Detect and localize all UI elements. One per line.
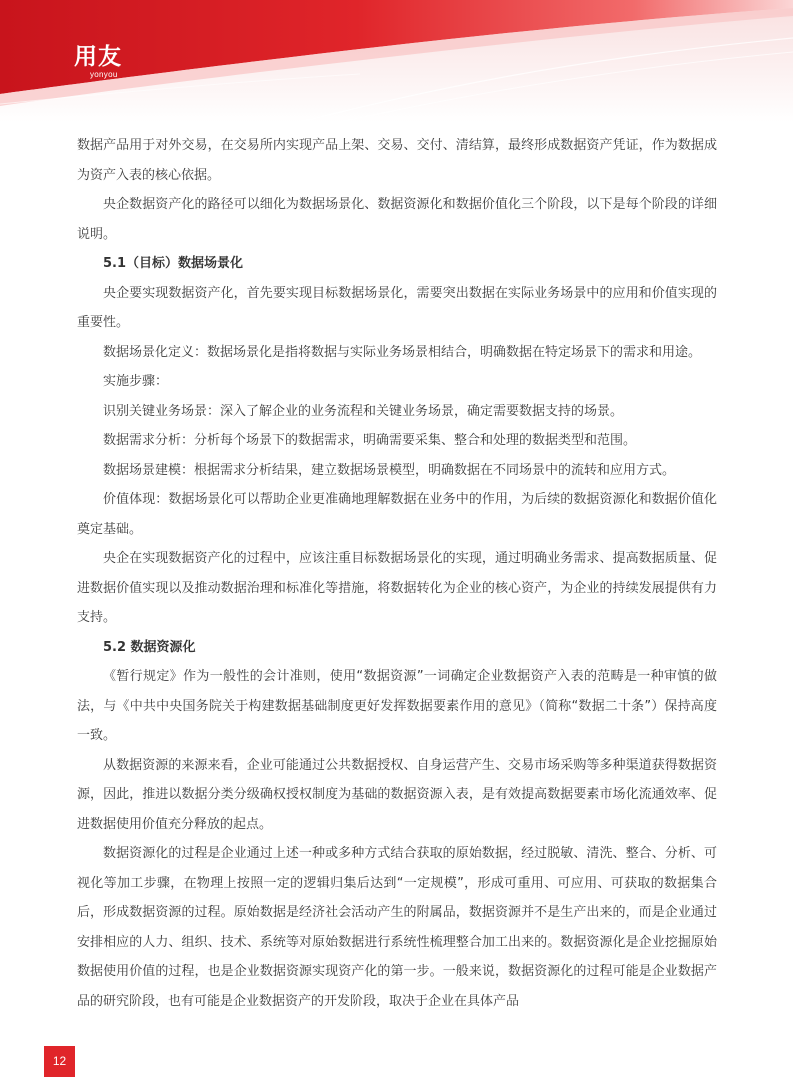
document-body: [77, 131, 717, 1016]
section-heading-5-1: 5.1（目标）数据场景化: [103, 256, 244, 271]
section-heading-5-2: 5.2 数据资源化: [103, 639, 196, 655]
logo-chinese-text: 用友: [74, 44, 122, 70]
paragraph: 央企在实现数据资产化的过程中，应该注重目标数据场景化的实现，通过明确业务需求、提高数据质量、促进数据价值实现以及推动数据治理和标准化等措施，将数据转化为企业的核心资产，为企业的持续发展提供有力支持。: [77, 551, 717, 625]
paragraph: 央企数据资产化的路径可以细化为数据场景化、数据资源化和数据价值化三个阶段，以下是每个阶段的详细说明。: [77, 197, 717, 242]
paragraph: 数据场景化定义：数据场景化是指将数据与实际业务场景相结合，明确数据在特定场景下的需求和用途。: [103, 344, 702, 360]
page-number-badge: 12: [44, 1046, 75, 1077]
paragraph: 《暂行规定》作为一般性的会计准则，使用“数据资源”一词确定企业数据资产入表的范畴是一种审慎的做法，与《中共中央国务院关于构建数据基础制度更好发挥数据要素作用的意见》（简称“数据二十条”）保持高度一致。: [77, 669, 717, 743]
paragraph: 央企要实现数据资产化，首先要实现目标数据场景化，需要突出数据在实际业务场景中的应用和价值实现的重要性。: [77, 285, 717, 330]
paragraph: 识别关键业务场景：深入了解企业的业务流程和关键业务场景，确定需要数据支持的场景。: [103, 403, 624, 419]
page-header-banner: [0, 0, 793, 122]
paragraph: 价值体现：数据场景化可以帮助企业更准确地理解数据在业务中的作用，为后续的数据资源化和数据价值化奠定基础。: [77, 492, 717, 537]
paragraph: 实施步骤：: [103, 374, 169, 389]
yonyou-logo: [74, 44, 122, 79]
logo-english-text: yonyou: [90, 70, 118, 79]
paragraph: 数据产品用于对外交易，在交易所内实现产品上架、交易、交付、清结算，最终形成数据资产凭证，作为数据成为资产入表的核心依据。: [77, 138, 717, 183]
paragraph: 数据需求分析：分析每个场景下的数据需求，明确需要采集、整合和处理的数据类型和范围。: [103, 433, 637, 448]
paragraph: 数据场景建模：根据需求分析结果，建立数据场景模型，明确数据在不同场景中的流转和应用方式。: [103, 462, 676, 478]
paragraph: 数据资源化的过程是企业通过上述一种或多种方式结合获取的原始数据，经过脱敏、清洗、整合、分析、可视化等加工步骤，在物理上按照一定的逻辑归集后达到“一定规模”，形成可重用、可应用、可获取的数据集合后，形成数据资源的过程。原始数据是经济社会活动产生的附属品，数据资源并不是生产出来的，而是企业通过安排相应的人力、组织、技术、系统等对原始数据进行系统性梳理整合加工出来的。数据资源化是企业挖掘原始数据使用价值的过程，也是企业数据资源实现资产化的第一步。一般来说，数据资源化的过程可能是企业数据产品的研究阶段，也有可能是企业数据资产的开发阶段，取决于企业在具体产品: [77, 846, 717, 1009]
paragraph: 从数据资源的来源来看，企业可能通过公共数据授权、自身运营产生、交易市场采购等多种渠道获得数据资源，因此，推进以数据分类分级确权授权制度为基础的数据资源入表，是有效提高数据要素市场化流通效率、促进数据使用价值充分释放的起点。: [77, 757, 717, 832]
